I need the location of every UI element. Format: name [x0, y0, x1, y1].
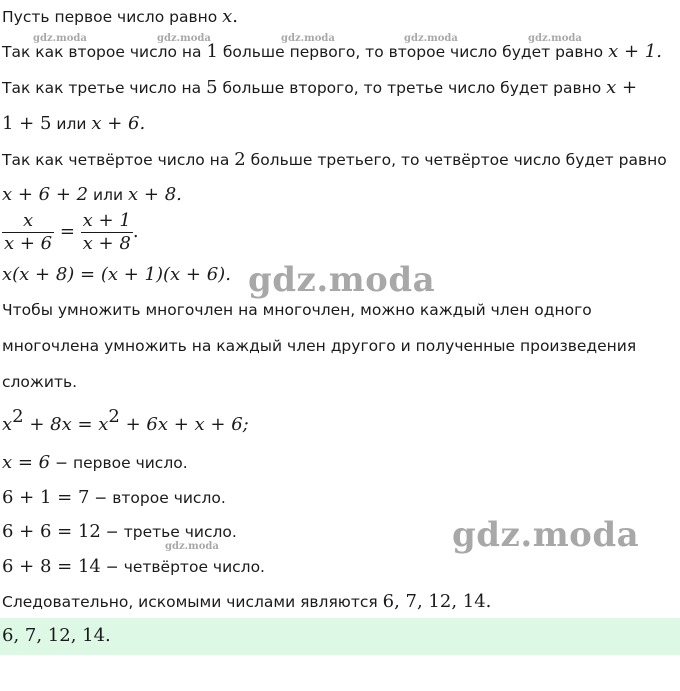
text-line-13	[2, 452, 188, 473]
answer-text: 6, 7, 12, 14.	[2, 625, 111, 646]
watermark: gdz.moda	[33, 33, 87, 44]
math: 1	[206, 41, 218, 62]
fraction	[81, 210, 133, 255]
math: x + 1.	[608, 41, 662, 62]
text-line-6	[2, 184, 182, 205]
text-line-10	[2, 337, 636, 355]
line-text: Чтобы умножить многочлен на многочлен, можно каждый член одного	[2, 301, 592, 319]
line-text: больше второго, то третье число будет равно	[217, 79, 607, 97]
text-line-11	[2, 373, 77, 391]
line-text: Так как третье число на	[2, 79, 207, 97]
text-line-16	[2, 556, 265, 577]
math: x +	[606, 77, 638, 98]
line-text: или	[88, 186, 129, 204]
text-line-14	[2, 487, 226, 508]
math: x + 6.	[91, 113, 146, 134]
line-text: − первое число.	[50, 454, 188, 472]
watermark-large: gdz.moda	[452, 515, 640, 555]
math: x + 6 + 2	[2, 184, 89, 205]
line-text: больше третьего, то четвёртое число будет равно	[245, 151, 667, 169]
text-line-8	[2, 264, 231, 285]
watermark-large: gdz.moda	[248, 260, 436, 300]
math: x	[2, 414, 13, 435]
text-line-9	[2, 301, 592, 319]
math: + 8x = x	[23, 414, 109, 435]
watermark: gdz.moda	[404, 33, 458, 44]
text-line-1	[2, 6, 238, 27]
fraction-denominator: x + 6	[4, 233, 53, 254]
math: x = 6	[2, 452, 51, 473]
text-line-17	[2, 591, 491, 612]
line-text: Так как второе число на	[2, 43, 207, 61]
line-text: − третье число.	[100, 523, 237, 541]
math-exponent: 2	[108, 406, 120, 427]
text-line-3	[2, 77, 637, 98]
line-text: сложить.	[2, 373, 78, 391]
watermark: gdz.moda	[281, 33, 335, 44]
text-line-15	[2, 521, 237, 542]
line-text: Следовательно, искомыми числами являются	[2, 593, 383, 611]
text-line-2	[2, 41, 662, 62]
math: 6, 7, 12, 14.	[382, 591, 492, 612]
text-line-5	[2, 149, 667, 170]
math: .	[232, 6, 239, 27]
text-line-12	[2, 406, 249, 435]
line-text: − второе число.	[89, 489, 226, 507]
watermark: gdz.moda	[165, 541, 219, 552]
math: 2	[234, 149, 246, 170]
answer-box	[0, 618, 680, 655]
line-text: или	[51, 115, 92, 133]
math: 5	[206, 77, 218, 98]
math: .	[132, 221, 139, 242]
text-line-4	[2, 113, 145, 134]
math-exponent: 2	[12, 406, 24, 427]
line-text: − четвёртое число.	[100, 558, 265, 576]
line-text: Так как четвёртое число на	[2, 151, 235, 169]
watermark: gdz.moda	[528, 33, 582, 44]
math: x	[222, 6, 233, 27]
math: 1 + 5	[2, 113, 52, 134]
fraction	[2, 210, 54, 255]
math: 6 + 1 = 7	[2, 487, 90, 508]
line-text: Пусть первое число равно	[2, 8, 223, 26]
math: =	[54, 221, 81, 242]
math: 6 + 8 = 14	[2, 556, 101, 577]
math: x(x + 8) = (x + 1)(x + 6).	[2, 264, 231, 285]
fraction-numerator: x	[2, 210, 54, 233]
fraction-equation	[2, 210, 139, 255]
math: 6 + 6 = 12	[2, 521, 101, 542]
fraction-numerator: x + 1	[82, 210, 131, 231]
math: + 6x + x + 6;	[119, 414, 249, 435]
math: x + 8.	[128, 184, 182, 205]
fraction-denominator: x + 8	[82, 233, 131, 254]
watermark: gdz.moda	[157, 33, 211, 44]
line-text: больше первого, то второе число будет равно	[217, 43, 609, 61]
line-text: многочлена умножить на каждый член другого и полученные произведения	[2, 337, 637, 355]
